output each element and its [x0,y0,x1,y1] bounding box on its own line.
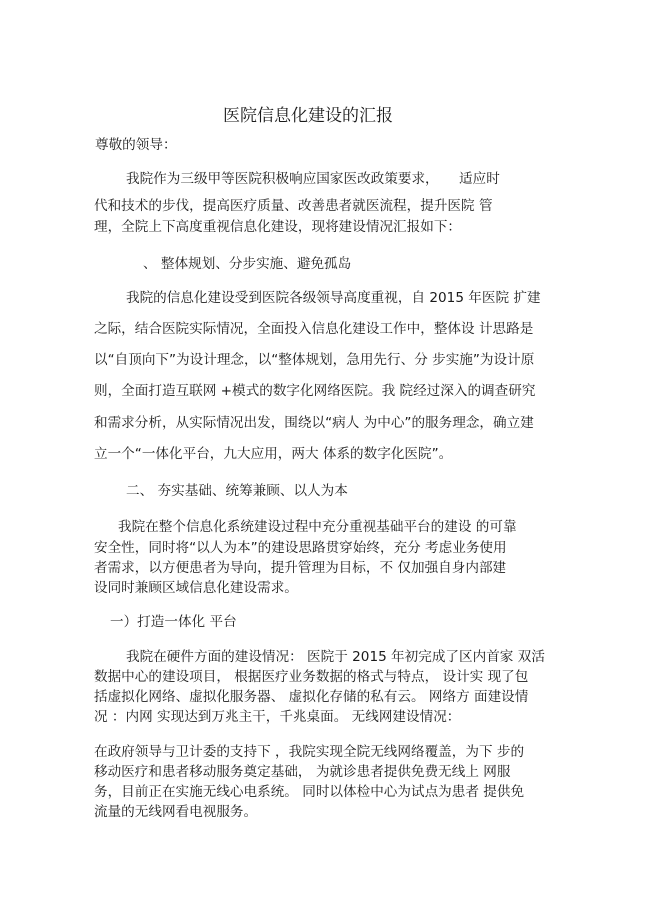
subsection1-line-4: 况 ：内网 实现达到万兆主干，千兆桌面。 无线网建设情况： [94,709,461,725]
closing-line-2: 移动医疗和患者移动服务奠定基础， 为就诊患者提供免费无线上 网服 [94,764,511,780]
section2-line-4: 设同时兼顾区域信息化建设需求。 [94,580,298,596]
subsection1-line-3: 括虚拟化网络、虚拟化服务器、 虚拟化存储的私有云。 网络方 面建设情 [94,689,529,705]
section2-line-3: 者需求，以方便患者为导向，提升管理为目标，不 仅加强自身内部建 [94,560,507,576]
subsection1-heading: 一）打造一体化 平台 [110,614,237,630]
intro-line-3: 理，全院上下高度重视信息化建设，现将建设情况汇报如下： [94,219,462,235]
salutation: 尊敬的领导： [95,137,177,153]
closing-line-3: 务，目前正在实施无线心电系统。 同时以体检中心为试点为患者 提供免 [94,784,525,800]
subsection1-line-1: 我院在硬件方面的建设情况： 医院于 2015 年初完成了区内首家 双活 [126,649,545,665]
section1-line-4: 则，全面打造互联网 +模式的数字化网络医院。我 院经过深入的调查研究 [94,383,536,399]
closing-line-1: 在政府领导与卫计委的支持下 ，我院实现全院无线网络覆盖，为下 步的 [94,744,525,760]
subsection1-line-2: 数据中心的建设项目， 根据医疗业务数据的格式与特点， 设计实 现了包 [94,669,529,685]
document-title: 医院信息化建设的汇报 [223,106,393,126]
section1-line-3: 以“自顶向下”为设计理念，以“整体规划，急用先行、分 步实施”为设计原 [94,352,535,368]
intro-line-2: 代和技术的步伐，提高医疗质量、改善患者就医流程，提升医院 管 [94,198,493,214]
section1-line-2: 之际，结合医院实际情况，全面投入信息化建设工作中，整体设 计思路是 [94,321,534,337]
closing-line-4: 流量的无线网看电视服务。 [94,804,258,820]
section1-line-1: 我院的信息化建设受到医院各级领导高度重视，自 2015 年医院 扩建 [126,290,541,306]
section1-line-6: 立一个“一体化平台，九大应用，两大 体系的数字化医院”。 [94,446,453,462]
section2-line-2: 安全性，同时将“以人为本”的建设思路贯穿始终，充分 考虑业务使用 [94,540,507,556]
section2-heading: 二、 夯实基础、统筹兼顾、以人为本 [126,483,348,499]
intro-line-1: 我院作为三级甲等医院积极响应国家医改政策要求， 适应时 [126,171,500,187]
section1-line-5: 和需求分析，从实际情况出发，围绕以“病人 为中心”的服务理念，确立建 [94,415,534,431]
section2-line-1: 我院在整个信息化系统建设过程中充分重视基础平台的建设 的可靠 [118,519,517,535]
section1-heading: 、 整体规划、分步实施、避免孤岛 [143,256,352,272]
